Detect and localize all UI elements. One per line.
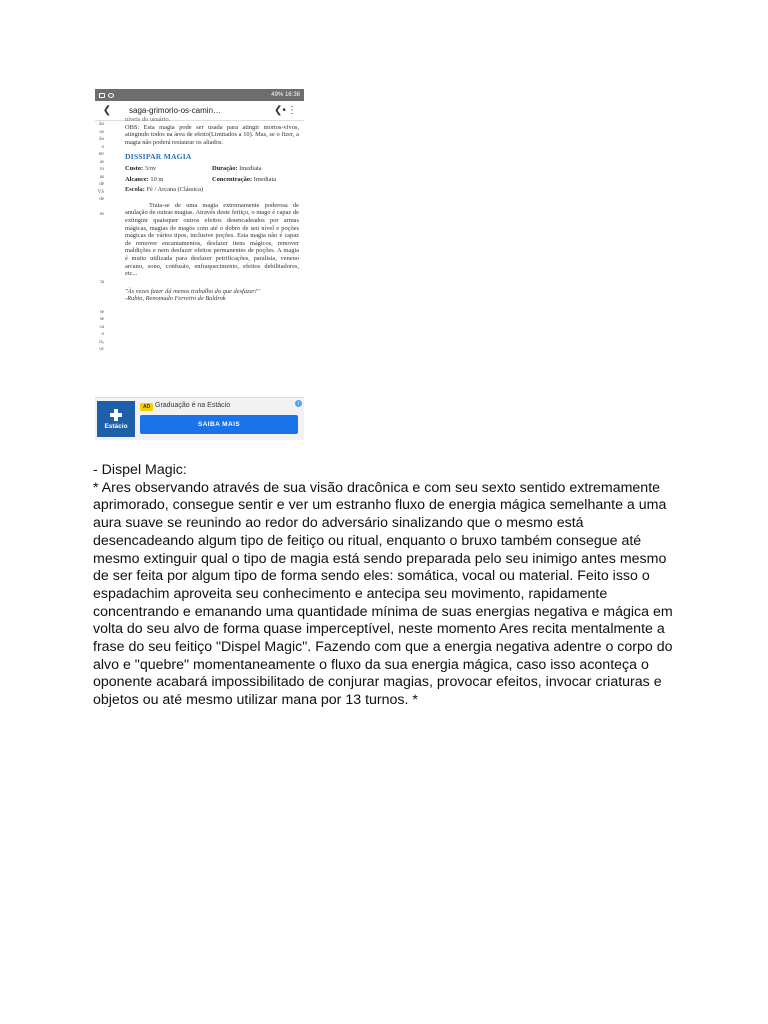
cost-label: Custo:	[125, 164, 144, 172]
margin-fragment	[95, 286, 104, 294]
margin-fragment: to	[100, 167, 104, 172]
margin-fragment: o	[101, 144, 104, 150]
spell-quote	[125, 288, 299, 303]
embedded-phone-screenshot	[95, 89, 304, 440]
margin-fragment	[95, 219, 104, 227]
concentration-label: Concentração:	[212, 175, 253, 183]
margin-fragment: ter	[98, 152, 104, 157]
margin-fragment	[95, 301, 104, 309]
margin-fragment	[95, 204, 104, 212]
ad-headline: Graduação é na Estácio	[155, 402, 231, 409]
margin-fragment: os	[99, 129, 104, 135]
previous-column-fragments	[95, 121, 104, 354]
margin-fragment: ão	[99, 122, 104, 127]
margin-fragment: es	[99, 212, 104, 217]
margin-fragment: de	[99, 197, 104, 202]
ad-cta-button[interactable]: SAIBA MAIS	[140, 415, 298, 434]
margin-fragment	[95, 271, 104, 279]
quote-author: -Rubio, Renomado Ferreiro de Baldrok	[125, 295, 226, 303]
spell-stats	[125, 165, 299, 183]
spell-description	[125, 202, 299, 278]
status-bar	[95, 89, 304, 101]
ad-badge: AD	[140, 403, 153, 411]
margin-fragment	[95, 241, 104, 249]
margin-fragment: as	[99, 174, 104, 180]
pdf-page	[95, 116, 304, 398]
range-label: Alcance:	[125, 175, 149, 183]
document-title: saga-grimorio-os-camin…	[129, 106, 222, 115]
school-line	[125, 186, 299, 194]
margin-fragment: ca	[99, 324, 104, 330]
margin-fragment: VS	[97, 189, 104, 195]
school-label: Escola:	[125, 186, 145, 194]
margin-fragment: de	[99, 182, 104, 187]
cross-logo-icon	[110, 409, 122, 421]
margin-fragment: uc	[99, 347, 104, 352]
cost-value: 3/nv	[144, 164, 157, 172]
cut-line: níveis do usuário.	[125, 116, 171, 123]
margin-fragment: ão	[99, 137, 104, 142]
quote-text: "Às vezes fazer dá menos trabalho do que desfazer!"	[125, 287, 260, 295]
margin-fragment	[95, 226, 104, 234]
share-icon[interactable]: ❮•	[274, 105, 286, 116]
margin-fragment	[95, 234, 104, 242]
margin-fragment: se	[99, 317, 104, 322]
concentration-value: Imediata	[253, 175, 277, 183]
ad-brand: Estácio	[104, 422, 128, 430]
margin-fragment: o	[101, 332, 104, 337]
back-arrow-icon[interactable]: ❮	[102, 105, 112, 116]
margin-fragment	[95, 256, 104, 264]
document-body	[93, 462, 679, 710]
status-right: 49% 16:36	[271, 92, 300, 98]
margin-fragment: as	[99, 159, 104, 165]
page-content	[125, 116, 299, 303]
ad-logo[interactable]	[97, 401, 135, 437]
obs-paragraph: OBS: Esta magia pode ser usada para atingir mortos-vivos, atingindo todos na área de efeito(Limitados a 10). Mas, se o fizer, a magia não poderá restaurar os aliados.	[125, 123, 299, 146]
section-paragraph: * Ares observando através de sua visão dracônica e com seu sexto sentido extremamente aprimorado, consegue sentir e ver um estranho fluxo de energia mágica semelhante a uma aura suave se reunindo ao redor do adversário sinalizando que o mesmo está desencadeando algum tipo de feitiço ou ritual, enquanto o bruxo também consegue até mesmo extinguir qual o tipo de magia está sendo preparada pelo seu inimigo antes mesmo de ser feita por algum tipo de forma sendo eles: somática, vocal ou material. Feito isso o espadachim aproveita seu conhecimento e antecipa seu movimento, rapidamente concentrando e emanando uma quantidade mínima de suas energias negativa e mágica em volta do seu alvo de forma quase imperceptível, neste momento Ares recita mentalmente a frase do seu feitiço "Dispel Magic". Fazendo com que a energia negativa adentre o corpo do alvo e "quebre" momentaneamente o fluxo da sua energia mágica, caso isso aconteça o oponente acabará impossibilitado de conjurar magias, provocar efeitos, invocar criaturas e objetos ou até mesmo utilizar mana por 13 turnos. *	[93, 479, 673, 709]
ad-banner[interactable]	[95, 397, 304, 440]
range-value: 10 m	[150, 175, 164, 183]
margin-fragment	[95, 294, 104, 302]
duration-value: Imediata	[239, 164, 262, 172]
gallery-icon	[99, 93, 105, 98]
section-heading: - Dispel Magic:	[93, 462, 187, 478]
margin-fragment: se	[99, 309, 104, 315]
margin-fragment: ia,	[99, 339, 104, 345]
margin-fragment: ta	[100, 279, 104, 285]
spell-title: DISSIPAR MAGIA	[125, 152, 192, 162]
school-value: Fé / Arcana (Clássica)	[146, 186, 204, 194]
spell-description-text: Trata-se de uma magia extremamente poderosa de anulação de outras magias. Através deste feitiço, o mago é capaz de extinguir quaisquer outros efeitos desencadeados por armas mágicas, magias de magos com até o dobro de seu nível e poções mágicas de vários tipos, inclusive poções. Esta magia não é capaz de remover encantamentos, desfazer itens mágicos, remover maldições e nem desfazer efeitos permanentes de poções. A magia é muito utilizada para desfazer petrificações, paralisia, veneno arcano, sono, confusão, enfraquecimento, efeitos debilitadores, etc...	[125, 201, 299, 278]
margin-fragment	[95, 249, 104, 257]
more-options-icon[interactable]: ⋮	[287, 105, 297, 116]
sync-icon	[108, 93, 114, 98]
duration-label: Duração:	[212, 164, 238, 172]
ad-info-icon[interactable]: i	[295, 400, 302, 407]
margin-fragment	[95, 264, 104, 272]
